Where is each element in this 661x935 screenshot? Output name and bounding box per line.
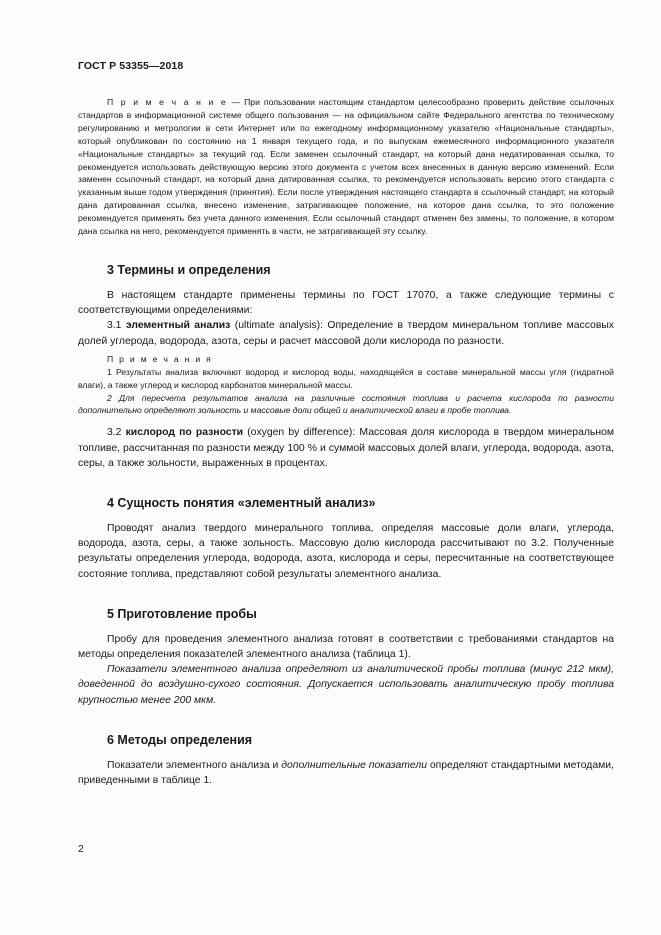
note-1: 1 Результаты анализа включают водород и кислород воды, находящейся в составе минеральной массы угля (гидратной влаги), а также углерод и кислород карбонатов минеральной массы. bbox=[78, 366, 614, 390]
note-2: 2 Для пересчета результатов анализа на различные состояния топлива и расчета кислорода по разности дополнительно определяют зольность и массовые доли общей и аналитической влаги в пробе топлива. bbox=[78, 392, 614, 416]
term-3-1 bbox=[78, 318, 614, 348]
section-5-title: 5 Приготовление пробы bbox=[107, 606, 257, 621]
section-5-paragraph-2: Показатели элементного анализа определяют из аналитической пробы топлива (минус 212 мкм), доведенной до воздушно-сухого состояния. Допускается использовать аналитическую пробу топлива крупностью менее 200 мкм. bbox=[78, 664, 614, 706]
term-3-2 bbox=[78, 425, 614, 471]
section-6-italic-term: дополнительные показатели bbox=[281, 759, 427, 771]
section-4-text: Проводят анализ твердого минерального топлива, определяя массовые доли влаги, углерода, водорода, азота, серы, а также зольность. Массовую долю кислорода рассчитывают по 3.2. Полученные результаты определения углерода, водорода, азота, кислорода и серы, пересчитанные на соответствующее состояние топлива, представляют собой результаты элементного анализа. bbox=[78, 522, 614, 580]
term-3-1-number: 3.1 bbox=[107, 320, 126, 332]
section-6-title: 6 Методы определения bbox=[107, 732, 253, 747]
section-3-title: 3 Термины и определения bbox=[107, 262, 271, 277]
term-3-1-definition: (ultimate analysis): Определение в твердом минеральном топливе массовых долей углерода, водорода, азота, серы и расчет массовой доли кислорода по разности. bbox=[78, 320, 615, 347]
term-3-2-definition: (oxygen by difference): Массовая доля кислорода в твердом минеральном топливе, рассчитанная по разности между 100 % и суммой массовых долей влаги, углерода, водорода, азота, серы, а также зольности, выраженных в процентах. bbox=[78, 427, 614, 469]
term-3-2-number: 3.2 bbox=[107, 427, 126, 439]
page-number: 2 bbox=[78, 843, 84, 855]
page-content bbox=[78, 96, 614, 788]
section-6-text: Показатели элементного анализа и дополнительные показатели определяют стандартными методами, приведенными в таблице 1. bbox=[78, 759, 614, 786]
section-4-title: 4 Сущность понятия «элементный анализ» bbox=[107, 495, 376, 510]
term-3-2-name: кислород по разности bbox=[125, 427, 244, 439]
note-label: П р и м е ч а н и е bbox=[107, 97, 228, 107]
section-5-paragraph-1: Пробу для проведения элементного анализа готовят в соответствии с требованиями стандартов на методы определения показателей элементного анализа (таблица 1). bbox=[78, 633, 614, 660]
note-text: — При пользовании настоящим стандартом целесообразно проверить действие ссылочных стандартов в информационной системе общего пользования — на официальном сайте Федерального агентства по техническому регулированию и метрологии в сети Интернет или по ежегодному информационному указателю «Национальные стандарты», который опубликован по состоянию на 1 января текущего года, и по выпускам ежемесячного информационного указателя «Национальные стандарты» за текущий год. Если заменен ссылочный стандарт, на который дана недатированная ссылка, то рекомендуется использовать действующую версию этого документа с учетом всех внесенных в данную версию изменений. Если заменен ссылочный стандарт, на который дана датированная ссылка, то рекомендуется использовать версию этого стандарта с указанным выше годом утверждения (принятия). Если после утверждения настоящего стандарта в ссылочный стандарт, на который дана датированная ссылка, внесено изменение, затрагивающее положение, на которое дана ссылка, то это положение рекомендуется применять без учета данного изменения. Если ссылочный стандарт отменен без замены, то положение, в котором дана ссылка на него, рекомендуется применять в части, не затрагивающей эту ссылку. bbox=[78, 97, 614, 237]
notes-label: П р и м е ч а н и я bbox=[107, 353, 213, 364]
term-3-1-name: элементный анализ bbox=[125, 320, 231, 332]
standard-header: ГОСТ Р 53355—2018 bbox=[78, 60, 184, 72]
section-3-intro: В настоящем стандарте применены термины по ГОСТ 17070, а также следующие термины с соответствующими определениями: bbox=[78, 289, 614, 317]
intro-note bbox=[78, 96, 614, 238]
